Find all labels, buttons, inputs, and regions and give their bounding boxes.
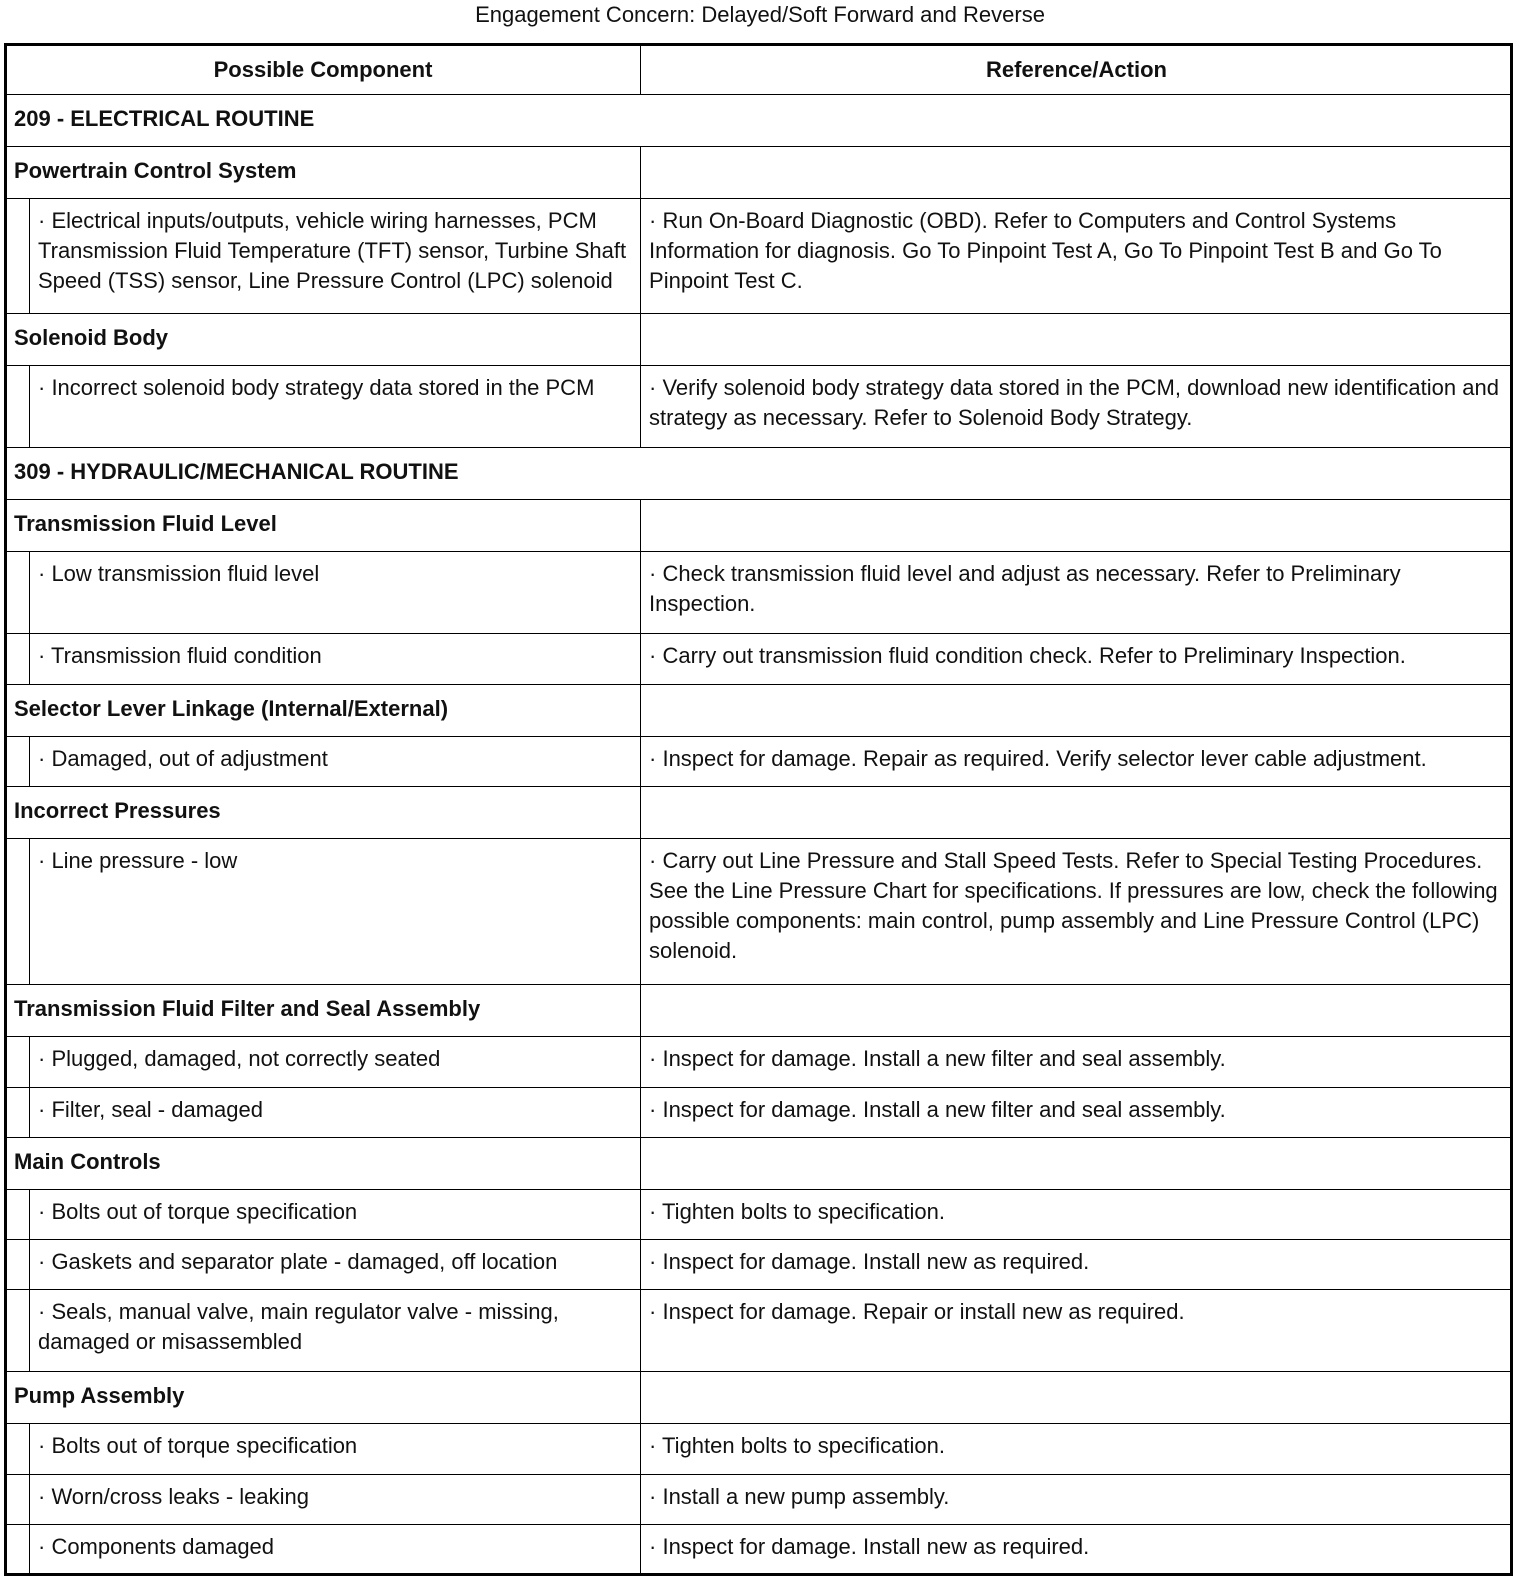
table-caption: Engagement Concern: Delayed/Soft Forward and Reverse bbox=[475, 2, 1045, 27]
component-cell: · Plugged, damaged, not correctly seated bbox=[30, 1037, 641, 1087]
indent-cell bbox=[6, 1424, 30, 1474]
group-action-empty bbox=[641, 500, 1513, 552]
group-name: Pump Assembly bbox=[6, 1372, 641, 1424]
section-row bbox=[6, 95, 1513, 147]
action-cell: · Inspect for damage. Install new as required. bbox=[641, 1240, 1513, 1290]
action-cell: · Carry out transmission fluid condition check. Refer to Preliminary Inspection. bbox=[641, 634, 1513, 684]
header-row bbox=[6, 46, 1513, 95]
indent-cell bbox=[6, 839, 30, 985]
action-cell: · Inspect for damage. Install a new filter and seal assembly. bbox=[641, 1037, 1513, 1087]
header-possible-component: Possible Component bbox=[6, 46, 641, 95]
action-cell: · Verify solenoid body strategy data stored in the PCM, download new identification and strategy as necessary. Refer to Solenoid Body Strategy. bbox=[641, 365, 1513, 447]
group-row bbox=[6, 1137, 1513, 1189]
section-row bbox=[6, 447, 1513, 499]
action-cell: · Tighten bolts to specification. bbox=[641, 1424, 1513, 1474]
component-cell: · Incorrect solenoid body strategy data stored in the PCM bbox=[30, 365, 641, 447]
table-row bbox=[6, 1424, 1513, 1474]
component-cell: · Line pressure - low bbox=[30, 839, 641, 985]
indent-cell bbox=[6, 1087, 30, 1137]
group-name: Solenoid Body bbox=[6, 313, 641, 365]
table-row bbox=[6, 365, 1513, 447]
indent-cell bbox=[6, 552, 30, 634]
component-cell: · Filter, seal - damaged bbox=[30, 1087, 641, 1137]
table-row bbox=[6, 1240, 1513, 1290]
table-row bbox=[6, 1087, 1513, 1137]
action-cell: · Run On-Board Diagnostic (OBD). Refer to Computers and Control Systems Information for diagnosis. Go To Pinpoint Test A, Go To Pinpoint Test B and Go To Pinpoint Test C. bbox=[641, 199, 1513, 313]
action-cell: · Tighten bolts to specification. bbox=[641, 1189, 1513, 1239]
indent-cell bbox=[6, 1189, 30, 1239]
component-cell: · Gaskets and separator plate - damaged, off location bbox=[30, 1240, 641, 1290]
indent-cell bbox=[6, 365, 30, 447]
indent-cell bbox=[6, 1290, 30, 1372]
group-row bbox=[6, 1372, 1513, 1424]
group-action-empty bbox=[641, 786, 1513, 838]
table-row bbox=[6, 1524, 1513, 1574]
indent-cell bbox=[6, 736, 30, 786]
group-action-empty bbox=[641, 1137, 1513, 1189]
group-action-empty bbox=[641, 147, 1513, 199]
group-row bbox=[6, 684, 1513, 736]
indent-cell bbox=[6, 199, 30, 313]
action-cell: · Install a new pump assembly. bbox=[641, 1474, 1513, 1524]
table-row bbox=[6, 634, 1513, 684]
group-row bbox=[6, 786, 1513, 838]
table-row bbox=[6, 1290, 1513, 1372]
group-action-empty bbox=[641, 313, 1513, 365]
indent-cell bbox=[6, 1240, 30, 1290]
indent-cell bbox=[6, 1524, 30, 1574]
group-name: Selector Lever Linkage (Internal/External) bbox=[6, 684, 641, 736]
component-cell: · Low transmission fluid level bbox=[30, 552, 641, 634]
diagnosis-table bbox=[5, 45, 1513, 1575]
action-cell: · Inspect for damage. Repair or install new as required. bbox=[641, 1290, 1513, 1372]
action-cell: · Inspect for damage. Install a new filter and seal assembly. bbox=[641, 1087, 1513, 1137]
indent-cell bbox=[6, 1037, 30, 1087]
action-cell: · Inspect for damage. Repair as required. Verify selector lever cable adjustment. bbox=[641, 736, 1513, 786]
component-cell: · Worn/cross leaks - leaking bbox=[30, 1474, 641, 1524]
component-cell: · Bolts out of torque specification bbox=[30, 1424, 641, 1474]
group-name: Main Controls bbox=[6, 1137, 641, 1189]
group-row bbox=[6, 500, 1513, 552]
table-body bbox=[6, 95, 1513, 1575]
component-cell: · Components damaged bbox=[30, 1524, 641, 1574]
table-row bbox=[6, 552, 1513, 634]
section-title: 209 - ELECTRICAL ROUTINE bbox=[6, 95, 1513, 147]
action-cell: · Carry out Line Pressure and Stall Speed Tests. Refer to Special Testing Procedures. See the Line Pressure Chart for specifications. If pressures are low, check the following possible components: main control, pump assembly and Line Pressure Control (LPC) solenoid. bbox=[641, 839, 1513, 985]
group-name: Transmission Fluid Level bbox=[6, 500, 641, 552]
component-cell: · Electrical inputs/outputs, vehicle wiring harnesses, PCM Transmission Fluid Temperature (TFT) sensor, Turbine Shaft Speed (TSS) sensor, Line Pressure Control (LPC) solenoid bbox=[30, 199, 641, 313]
table-row bbox=[6, 839, 1513, 985]
indent-cell bbox=[6, 1474, 30, 1524]
component-cell: · Damaged, out of adjustment bbox=[30, 736, 641, 786]
header-reference-action: Reference/Action bbox=[641, 46, 1513, 95]
table-row bbox=[6, 199, 1513, 313]
group-row bbox=[6, 313, 1513, 365]
group-name: Incorrect Pressures bbox=[6, 786, 641, 838]
group-row bbox=[6, 985, 1513, 1037]
group-action-empty bbox=[641, 985, 1513, 1037]
group-action-empty bbox=[641, 1372, 1513, 1424]
table-row bbox=[6, 1037, 1513, 1087]
indent-cell bbox=[6, 634, 30, 684]
action-cell: · Inspect for damage. Install new as required. bbox=[641, 1524, 1513, 1574]
component-cell: · Transmission fluid condition bbox=[30, 634, 641, 684]
table-row bbox=[6, 1474, 1513, 1524]
group-row bbox=[6, 147, 1513, 199]
group-name: Powertrain Control System bbox=[6, 147, 641, 199]
component-cell: · Seals, manual valve, main regulator valve - missing, damaged or misassembled bbox=[30, 1290, 641, 1372]
section-title: 309 - HYDRAULIC/MECHANICAL ROUTINE bbox=[6, 447, 1513, 499]
action-cell: · Check transmission fluid level and adjust as necessary. Refer to Preliminary Inspection. bbox=[641, 552, 1513, 634]
group-action-empty bbox=[641, 684, 1513, 736]
table-row bbox=[6, 736, 1513, 786]
component-cell: · Bolts out of torque specification bbox=[30, 1189, 641, 1239]
group-name: Transmission Fluid Filter and Seal Assembly bbox=[6, 985, 641, 1037]
table-row bbox=[6, 1189, 1513, 1239]
